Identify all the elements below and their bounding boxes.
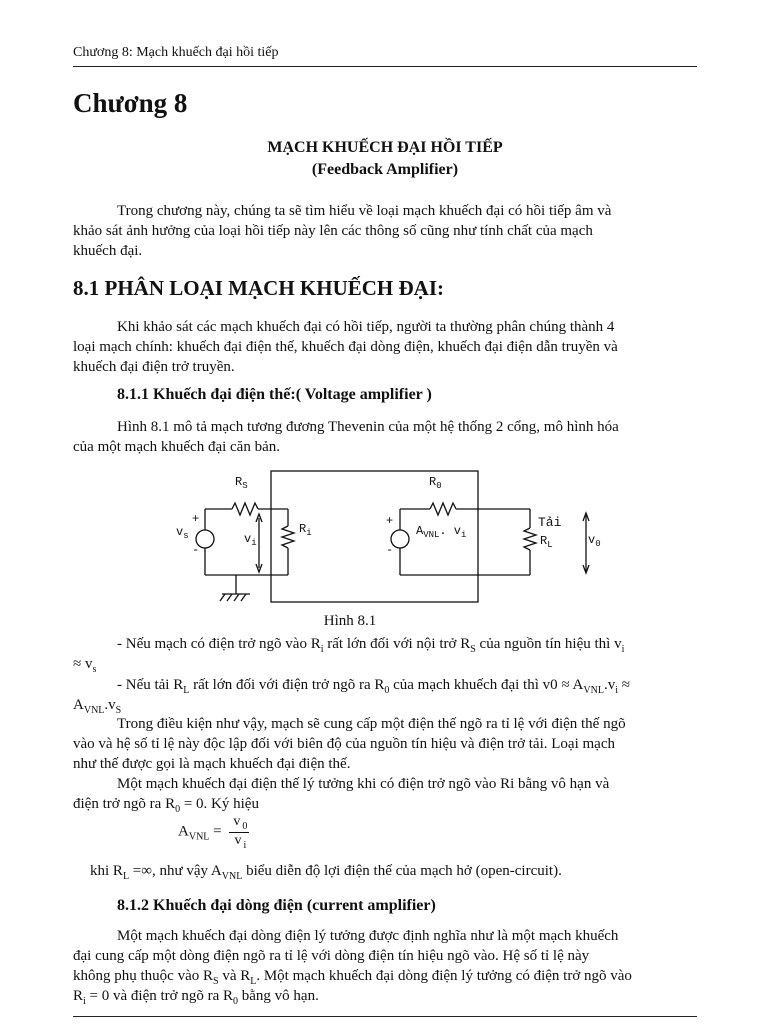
voltage-amplifier-circuit: [170, 466, 630, 612]
footer-divider: [73, 1016, 697, 1017]
chapter-label: Chương 8: [73, 88, 188, 118]
section-8-1-2-heading: 8.1.2 Khuếch đại dòng điện (current amplifier): [117, 897, 436, 914]
bullet-1-line-1: - Nếu mạch có điện trở ngõ vào $R_i$ rất lớn đối với nội trở $R_S$ của nguồn tín hiệu thì $v_i$: [117, 636, 625, 655]
avnl-formula: $A_{VNL}$ = $\frac{v _0}{v _i}$: [178, 814, 248, 851]
svg-text:v0: $v_0$: [588, 533, 601, 549]
bullet-2-line-2: $A_{VNL}.v_S$: [73, 697, 122, 716]
svg-text:Ri: $R_i$: [299, 522, 312, 538]
section-8-1-2-line-4: $R_i = 0$ và điện trở ngõ ra $R_0$ bằng vô hạn.: [73, 988, 319, 1007]
ri-resistor: [282, 526, 294, 548]
intro-line-1: Trong chương này, chúng ta sẽ tìm hiểu về loại mạch khuếch đại có hồi tiếp âm và: [117, 203, 612, 219]
svg-text:+: +: [192, 512, 200, 526]
section-8-1-1-heading: 8.1.1 Khuếch đại điện thế:( Voltage amplifier ): [117, 386, 432, 403]
bullet-1-line-2: ≈ $v_s$: [73, 656, 97, 675]
dependent-source: [391, 530, 409, 548]
svg-text:R0: $R_0$: [429, 475, 442, 491]
svg-text:AVNL. vi: $A_{VNL}$. $v_i$: [416, 524, 467, 540]
section-8-1-1-line-1: Hình 8.1 mô tả mạch tương đương Thevenin của một hệ thống 2 cổng, mô hình hóa: [117, 419, 619, 435]
para-2-line-3: như thế được gọi là mạch khuếch đại điện thế.: [73, 756, 351, 772]
r0-resistor: [430, 503, 456, 515]
section-8-1-2-line-1: Một mạch khuếch đại dòng điện lý tưởng được định nghĩa như là một mạch khuếch: [117, 928, 619, 944]
page-header: Chương 8: Mạch khuếch đại hồi tiếp: [73, 45, 279, 60]
rl-resistor: [524, 528, 536, 550]
svg-text:-: -: [386, 543, 394, 557]
section-8-1-2-line-3: không phụ thuộc vào $R_S$ và $R_L$. Một mạch khuếch đại dòng điện lý tưởng có điện trở ngõ vào: [73, 968, 632, 987]
svg-text:vs: $v_s$: [176, 525, 189, 541]
section-8-1-1-line-2: của một mạch khuếch đại căn bản.: [73, 439, 280, 455]
intro-line-2: khảo sát ảnh hưởng của loại hồi tiếp này lên các thông số cũng như tính chất của mạch: [73, 223, 593, 239]
svg-text:-: -: [192, 543, 200, 557]
bullet-2-line-1: - Nếu tải $R_L$ rất lớn đối với điện trở ngõ ra $R_0$ của mạch khuếch đại thì $v0 \approx A_{VNL}.v_i$ ≈: [117, 677, 630, 696]
section-8-1-line-3: khuếch đại điện trở truyền.: [73, 359, 235, 375]
intro-line-3: khuếch đại.: [73, 243, 143, 259]
para-3-line-2: điện trở ngõ ra $R_0 = 0$. Ký hiệu: [73, 796, 259, 815]
section-8-1-line-2: loại mạch chính: khuếch đại điện thế, khuếch đại dòng điện, khuếch đại điện dẫn truyền và: [73, 339, 618, 355]
section-8-1-2-line-2: đại cung cấp một dòng điện ngõ ra tỉ lệ với dòng điện tín hiệu ngõ vào. Hệ số tỉ lệ này: [73, 948, 590, 964]
svg-text:RL: $R_L$: [540, 534, 553, 550]
para-3-line-1: Một mạch khuếch đại điện thế lý tưởng khi có điện trở ngõ vào Ri bằng vô hạn và: [117, 776, 610, 792]
svg-text:vi: $v_i$: [244, 532, 257, 548]
header-divider: [73, 66, 697, 67]
open-circuit-note: khi $R_L$ =∞, như vậy $A_{VNL}$ biểu diễn độ lợi điện thế của mạch hở (open-circuit).: [90, 863, 562, 882]
svg-text:RS: $R_S$: [235, 475, 248, 491]
section-8-1-heading: 8.1 PHÂN LOẠI MẠCH KHUẾCH ĐẠI:: [73, 276, 444, 300]
chapter-title-en: (Feedback Amplifier): [311, 161, 459, 178]
rs-resistor: [232, 503, 258, 515]
figure-caption: Hình 8.1: [323, 613, 377, 629]
section-8-1-line-1: Khi khảo sát các mạch khuếch đại có hồi tiếp, người ta thường phân chúng thành 4: [117, 319, 615, 335]
chapter-title-vi: MẠCH KHUẾCH ĐẠI HỒI TIẾP: [267, 139, 503, 156]
para-2-line-2: vào và hệ số tỉ lệ này độc lập đối với biên độ của nguồn tín hiệu và điện trở tải. Loại mạch: [73, 736, 615, 752]
svg-text:+: +: [386, 514, 394, 528]
para-2-line-1: Trong điều kiện như vậy, mạch sẽ cung cấp một điện thế ngõ ra tỉ lệ với điện thế ngõ: [117, 716, 626, 732]
svg-text:Tải: Tải: [538, 515, 562, 530]
